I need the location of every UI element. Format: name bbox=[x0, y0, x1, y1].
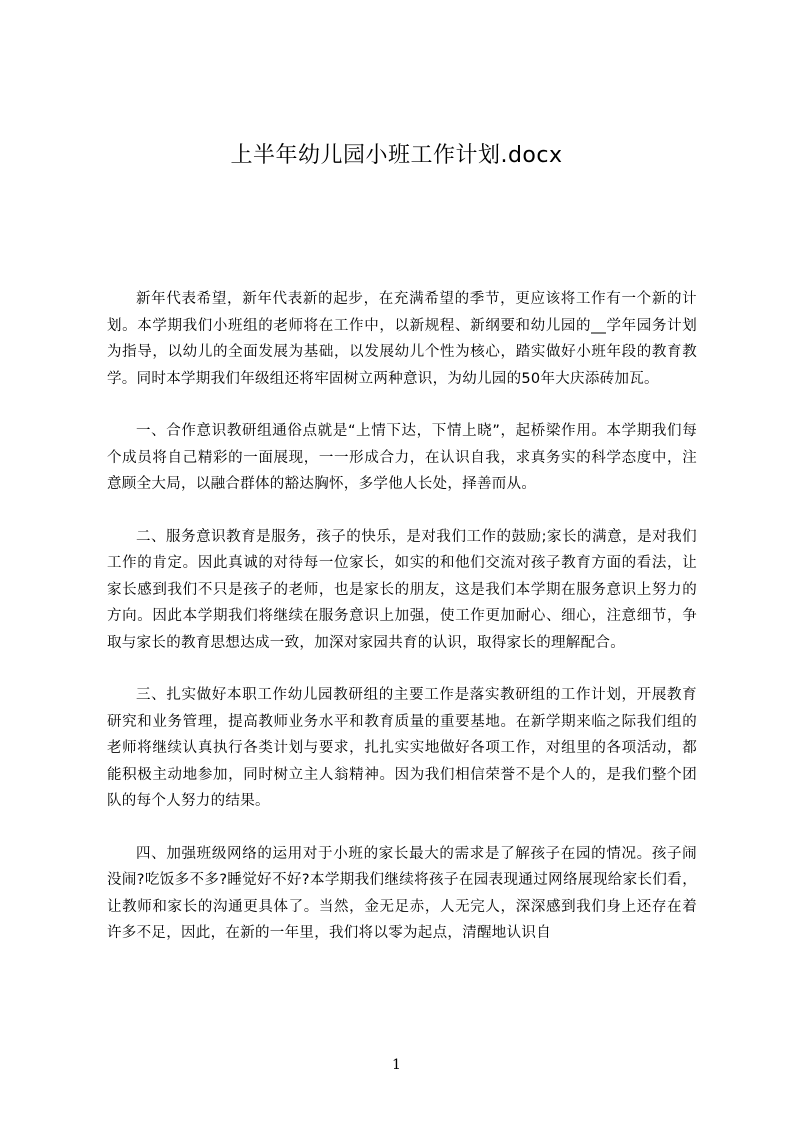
document-body bbox=[107, 286, 697, 973]
document-title: 上半年幼儿园小班工作计划.docx bbox=[230, 143, 563, 168]
paragraph-intro: 新年代表希望，新年代表新的起步，在充满希望的季节，更应该将工作有一个新的计划。本学期我们小班组的老师将在工作中，以新规程、新纲要和幼儿园的__学年园务计划为指导，以幼儿的全面发展为基础，以发展幼儿个性为核心，踏实做好小班年段的教育教学。同时本学期我们年级组还将牢固树立两种意识，为幼儿园的50年大庆添砖加瓦。 bbox=[107, 291, 697, 387]
paragraph-service: 二、服务意识教育是服务，孩子的快乐，是对我们工作的鼓励;家长的满意，是对我们工作的肯定。因此真诚的对待每一位家长，如实的和他们交流对孩子教育方面的看法，让家长感到我们不只是孩子的老师，也是家长的朋友，这是我们本学期在服务意识上努力的方向。因此本学期我们将继续在服务意识上加强，使工作更加耐心、细心，注意细节，争取与家长的教育思想达成一致，加深对家园共育的认识，取得家长的理解配合。 bbox=[107, 528, 697, 651]
paragraph-duties: 三、扎实做好本职工作幼儿园教研组的主要工作是落实教研组的工作计划，开展教育研究和业务管理，提高教师业务水平和教育质量的重要基地。在新学期来临之际我们组的老师将继续认真执行各类计划与要求，扎扎实实地做好各项工作，对组里的各项活动，都能积极主动地参加，同时树立主人翁精神。因为我们相信荣誉不是个人的，是我们整个团队的每个人努力的结果。 bbox=[107, 687, 697, 809]
paragraph-cooperation: 一、合作意识教研组通俗点就是“上情下达，下情上晓”，起桥梁作用。本学期我们每个成员将自己精彩的一面展现，一一形成合力，在认识自我，求真务实的科学态度中，注意顾全大局，以融合群体的豁达胸怀，多学他人长处，择善而从。 bbox=[107, 423, 697, 492]
paragraph-network: 四、加强班级网络的运用对于小班的家长最大的需求是了解孩子在园的情况。孩子闹没闹?吃饭多不多?睡觉好不好?本学期我们继续将孩子在园表现通过网络展现给家长们看，让教师和家长的沟通更具体了。当然，金无足赤，人无完人，深深感到我们身上还存在着许多不足，因此，在新的一年里，我们将以零为起点，清醒地认识自 bbox=[107, 845, 697, 941]
page-number: 1 bbox=[392, 1057, 401, 1073]
